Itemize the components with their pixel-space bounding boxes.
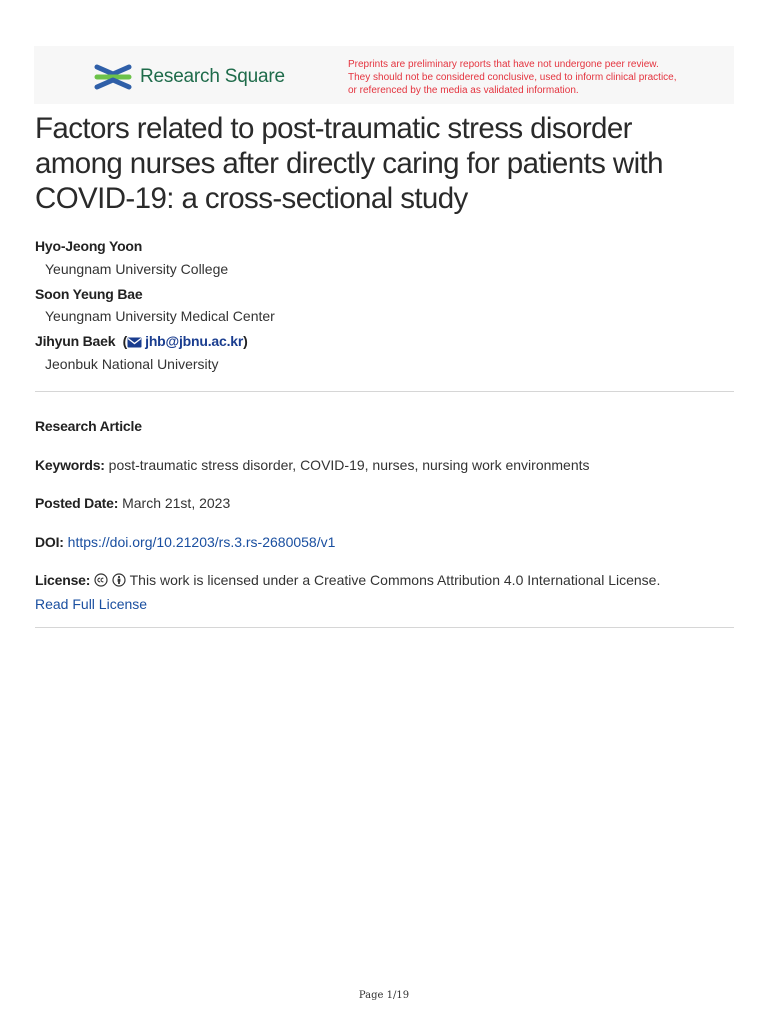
title-line: among nurses after directly caring for patients with: [35, 147, 663, 180]
corresponding-author: Jihyun Baek ( jhb@jbnu.ac.kr): [35, 333, 248, 349]
logo-text: Research Square: [140, 66, 285, 87]
disclaimer-line: They should not be considered conclusive, used to inform clinical practice,: [348, 72, 677, 83]
read-full-license-link[interactable]: Read Full License: [35, 596, 148, 612]
disclaimer-line: Preprints are preliminary reports that have not undergone peer review.: [348, 59, 659, 70]
doi-row: [35, 534, 335, 550]
title-line: COVID-19: a cross-sectional study: [35, 182, 468, 215]
license-label: License:: [35, 572, 91, 588]
title-line: Factors related to post-traumatic stress disorder: [35, 112, 632, 145]
posted-date-row: [35, 495, 230, 511]
author-email: jhb@jbnu.ac.kr: [145, 333, 244, 349]
creative-commons-icon: [94, 573, 108, 587]
keywords-value: post-traumatic stress disorder, COVID-19, nurses, nursing work environments: [108, 457, 590, 473]
paper-title: [35, 111, 735, 216]
license-text: This work is licensed under a Creative Commons Attribution 4.0 International License.: [129, 572, 661, 588]
divider: [35, 627, 734, 628]
research-square-logo-icon: [94, 62, 132, 92]
doi-link[interactable]: https://doi.org/10.21203/rs.3.rs-2680058/v1: [67, 534, 336, 550]
preprint-banner: [34, 46, 734, 104]
keywords-label: Keywords:: [35, 457, 105, 473]
doi-label: DOI:: [35, 534, 64, 550]
author-name: Soon Yeung Bae: [35, 286, 143, 302]
disclaimer-line: or referenced by the media as validated information.: [348, 85, 579, 96]
divider: [35, 391, 734, 392]
author-affiliation: Yeungnam University College: [45, 261, 229, 277]
author-affiliation: Yeungnam University Medical Center: [45, 308, 275, 324]
author-email-link[interactable]: [127, 333, 243, 349]
author-affiliation: Jeonbuk National University: [45, 356, 219, 372]
preprint-disclaimer: [348, 58, 708, 97]
license-row: [35, 572, 660, 588]
posted-date-value: March 21st, 2023: [122, 495, 231, 511]
envelope-icon: [127, 337, 142, 348]
article-type-label: Research Article: [35, 418, 142, 434]
page-number: Page 1/19: [358, 990, 410, 1001]
research-square-logo[interactable]: [94, 62, 285, 92]
attribution-icon: [112, 573, 126, 587]
article-type: [35, 418, 142, 434]
keywords-row: [35, 457, 590, 473]
author-name: Hyo-Jeong Yoon: [35, 238, 143, 254]
author-name: Jihyun Baek: [35, 333, 116, 349]
posted-date-label: Posted Date:: [35, 495, 119, 511]
